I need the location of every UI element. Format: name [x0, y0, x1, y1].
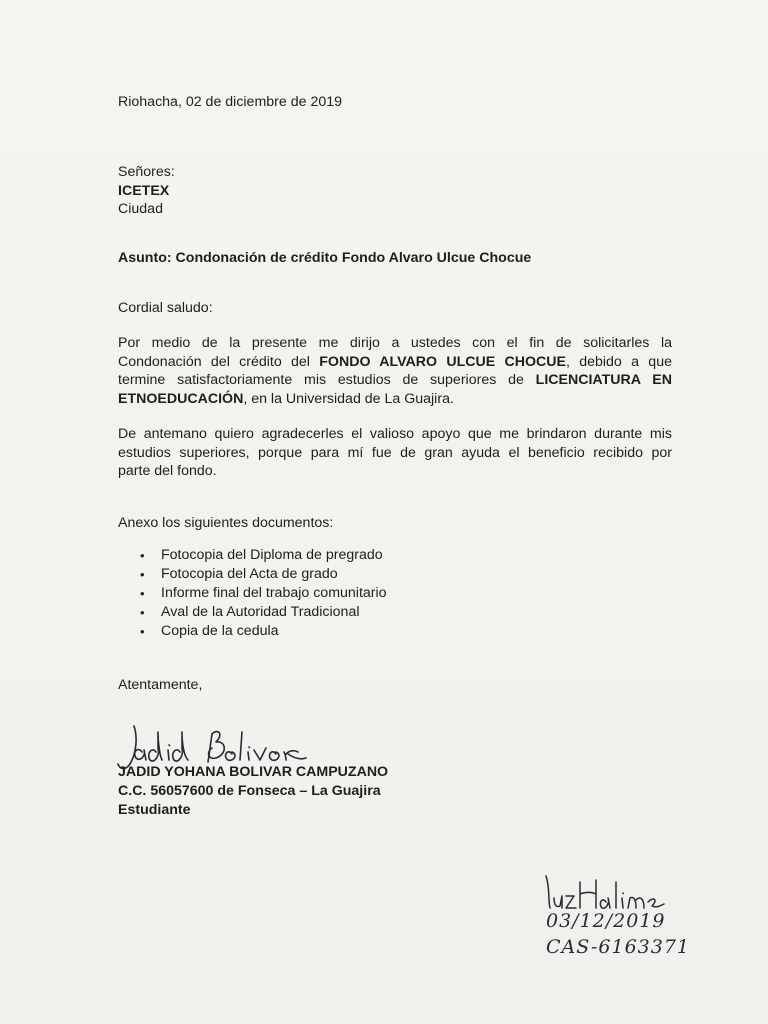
paragraph-2-line-2: estudios superiores, porque para mí fue de gran ayuda el beneficio recibido por — [118, 444, 672, 461]
letter-date: Riohacha, 02 de diciembre de 2019 — [118, 94, 343, 110]
list-item: • Aval de la Autoridad Tradicional — [140, 603, 387, 622]
degree-name: LICENCIATURA EN — [535, 372, 672, 388]
signer-role: Estudiante — [118, 802, 191, 818]
paragraph-1-line-4 — [118, 390, 672, 409]
received-stamp-signature — [540, 866, 690, 916]
body-paragraph-1 — [118, 334, 672, 408]
list-item: • Copia de la cedula — [140, 622, 387, 641]
fund-name: FONDO ALVARO ULCUE CHOCUE — [319, 353, 566, 370]
closing: Atentamente, — [118, 677, 203, 693]
list-item: • Fotocopia del Diploma de pregrado — [140, 546, 387, 565]
annex-intro: Anexo los siguientes documentos: — [118, 515, 334, 531]
text-run: termine satisfactoriamente mis estudios de superiores de — [118, 372, 536, 388]
paragraph-1-line-3 — [118, 371, 672, 390]
list-item: • Fotocopia del Acta de grado — [140, 565, 387, 584]
text-run: Condonación del crédito del — [118, 353, 320, 370]
subject-line: Asunto: Condonación de crédito Fondo Alvaro Ulcue Chocue — [118, 250, 532, 266]
signer-id: C.C. 56057600 de Fonseca – La Guajira — [118, 783, 381, 799]
list-item: • Informe final del trabajo comunitario — [140, 584, 387, 603]
addressee-block — [118, 163, 175, 219]
paragraph-1-line-1: Por medio de la presente me dirijo a ustedes con el fin de solicitarles la — [118, 335, 672, 351]
body-paragraph-2 — [118, 425, 672, 481]
paragraph-1-line-2 — [118, 353, 672, 372]
received-case-number: CAS-6163371 — [546, 936, 691, 958]
addressee-city: Ciudad — [118, 201, 163, 217]
addressee-salutation: Señores: — [118, 164, 175, 180]
greeting: Cordial saludo: — [118, 300, 213, 316]
paragraph-2-line-3: parte del fondo. — [118, 463, 217, 479]
text-run: , debido a que — [565, 353, 672, 370]
annex-list — [140, 546, 387, 641]
paragraph-2-line-1: De antemano quiero agradecerles el valioso apoyo que me brindaron durante mis — [118, 426, 672, 442]
degree-name-cont: ETNOEDUCACIÓN — [118, 390, 244, 407]
addressee-entity: ICETEX — [118, 182, 170, 199]
signer-block — [118, 763, 388, 820]
received-date: 03/12/2019 — [546, 910, 666, 932]
signer-name: JADID YOHANA BOLIVAR CAMPUZANO — [118, 764, 389, 780]
text-run: , en la Universidad de La Guajira. — [243, 390, 454, 407]
